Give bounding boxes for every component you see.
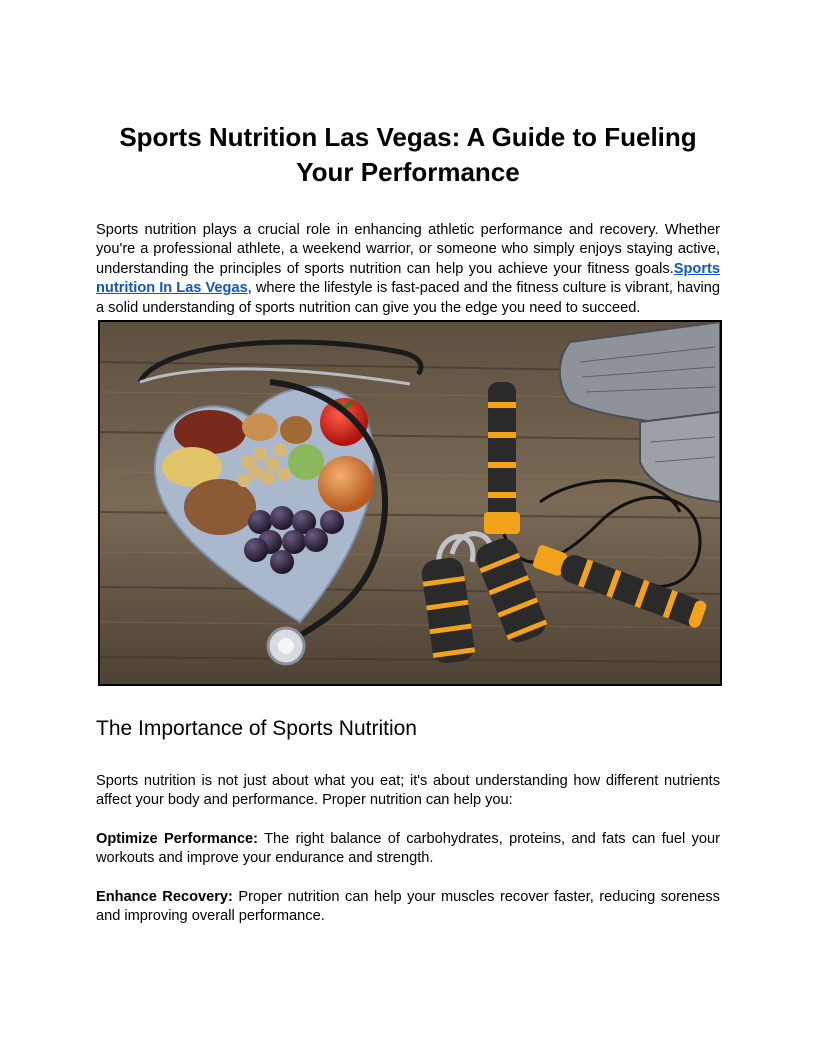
point-optimize-performance <box>96 830 720 869</box>
page-title: Sports Nutrition Las Vegas: A Guide to Fueling Your Performance <box>119 122 697 187</box>
point-text: The right balance of carbohydrates, proteins, and fats can fuel your workouts and improve your endurance and strength. <box>96 831 720 867</box>
section-heading: The Importance of Sports Nutrition <box>96 717 417 740</box>
point-label: Optimize Performance: <box>96 831 259 847</box>
section-intro-paragraph: Sports nutrition is not just about what you eat; it's about understanding how different nutrients affect your body and performance. Proper nutrition can help you: <box>96 773 720 809</box>
point-label: Enhance Recovery: <box>96 889 233 905</box>
point-text: Proper nutrition can help your muscles recover faster, reducing soreness and improving overall performance. <box>96 889 720 925</box>
intro-text-after-link: , where the lifestyle is fast-paced and the fitness culture is vibrant, having a solid understanding of sports nutrition can give you the edge you need to succeed. <box>96 280 721 316</box>
point-enhance-recovery <box>96 888 720 927</box>
hero-image <box>98 320 722 686</box>
intro-paragraph <box>96 221 720 318</box>
sports-nutrition-link[interactable]: Sports nutrition In Las Vegas <box>96 260 720 297</box>
intro-text-before-link: Sports nutrition plays a crucial role in enhancing athletic performance and recovery. Whether you're a professional athlete, a weekend warrior, or someone who simply enjoys staying active, understanding the principles of sports nutrition can help you achieve your fitness goals. <box>96 222 720 277</box>
